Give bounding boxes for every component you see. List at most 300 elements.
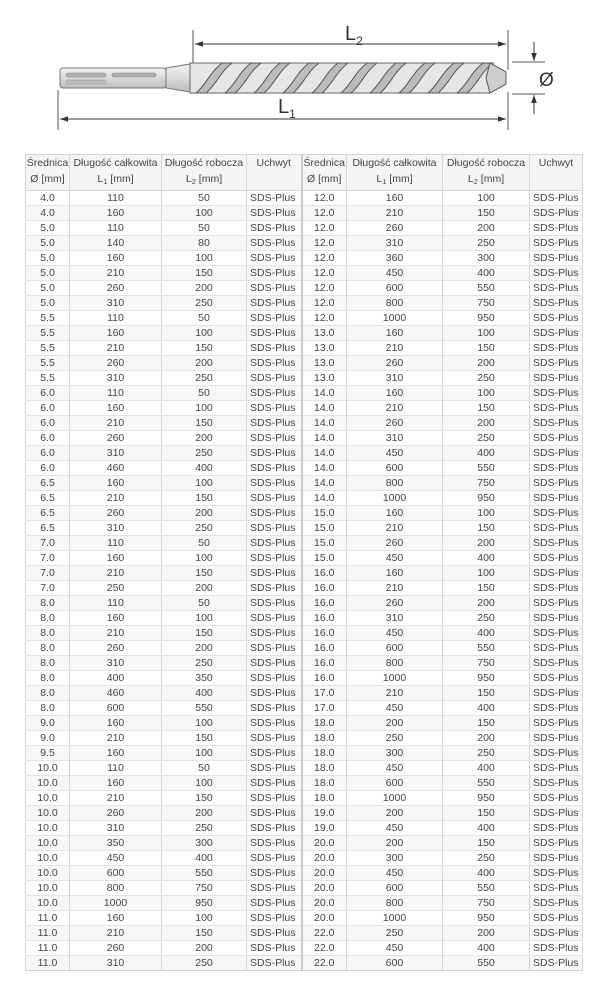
table-cell: 10.0 [26,851,70,866]
table-row [26,551,583,566]
table-cell: 200 [347,716,443,731]
table-cell: SDS-Plus [530,611,583,626]
table-row [26,806,583,821]
table-row [26,356,583,371]
table-cell: 250 [162,446,247,461]
table-cell: 150 [443,206,530,221]
table-cell: 15.0 [302,506,347,521]
table-cell: 12.0 [302,266,347,281]
table-cell: SDS-Plus [530,446,583,461]
table-cell: 210 [70,341,162,356]
column-header-unit [530,172,583,191]
table-cell: 160 [70,401,162,416]
table-cell: SDS-Plus [530,416,583,431]
table-cell: 260 [347,221,443,236]
table-cell: 12.0 [302,236,347,251]
table-row [26,341,583,356]
table-row [26,776,583,791]
table-cell: SDS-Plus [247,746,302,761]
table-cell: 150 [162,341,247,356]
table-cell: 14.0 [302,386,347,401]
table-row [26,851,583,866]
table-cell: SDS-Plus [530,761,583,776]
table-cell: SDS-Plus [247,866,302,881]
table-cell: 20.0 [302,896,347,911]
table-cell: 210 [70,566,162,581]
table-cell: 110 [70,386,162,401]
table-cell: 250 [443,746,530,761]
table-cell: SDS-Plus [530,506,583,521]
table-cell: 50 [162,221,247,236]
table-cell: 50 [162,386,247,401]
table-cell: 110 [70,596,162,611]
table-cell: 210 [70,626,162,641]
table-cell: SDS-Plus [530,791,583,806]
table-cell: 250 [347,926,443,941]
table-cell: 550 [443,461,530,476]
table-cell: SDS-Plus [530,221,583,236]
table-cell: 750 [162,881,247,896]
table-cell: 310 [347,236,443,251]
column-header-unit: Ø [mm] [26,172,70,191]
table-cell: 750 [443,296,530,311]
table-cell: 150 [162,626,247,641]
table-cell: 12.0 [302,281,347,296]
table-cell: 6.5 [26,506,70,521]
column-header: Długość całkowita [70,155,162,173]
table-cell: SDS-Plus [247,431,302,446]
diameter-label: Ø [539,70,554,91]
table-cell: 260 [70,281,162,296]
table-cell: 100 [443,326,530,341]
table-cell: 300 [162,836,247,851]
table-cell: 450 [347,626,443,641]
table-cell: 100 [162,776,247,791]
table-cell: 260 [70,431,162,446]
table-cell: 750 [443,896,530,911]
table-cell: 210 [347,686,443,701]
table-cell: SDS-Plus [530,521,583,536]
table-row [26,431,583,446]
table-cell: 300 [347,851,443,866]
column-header: Długość całkowita [347,155,443,173]
table-cell: 8.0 [26,671,70,686]
table-cell: SDS-Plus [530,461,583,476]
table-row [26,716,583,731]
table-cell: SDS-Plus [247,956,302,971]
table-cell: 210 [347,341,443,356]
table-cell: 400 [443,701,530,716]
table-cell: 14.0 [302,476,347,491]
table-cell: 4.0 [26,191,70,206]
table-cell: SDS-Plus [247,536,302,551]
table-cell: 260 [70,641,162,656]
table-cell: 20.0 [302,911,347,926]
table-cell: 5.0 [26,251,70,266]
table-cell: SDS-Plus [530,926,583,941]
table-row [26,641,583,656]
table-cell: 18.0 [302,776,347,791]
table-cell: 150 [162,926,247,941]
table-cell: SDS-Plus [530,476,583,491]
table-cell: 950 [443,311,530,326]
table-row [26,491,583,506]
table-cell: 600 [347,281,443,296]
table-cell: SDS-Plus [530,326,583,341]
column-header-unit: L1 [mm] [347,172,443,191]
table-cell: 550 [443,776,530,791]
table-cell: SDS-Plus [247,851,302,866]
table-cell: 100 [443,191,530,206]
table-cell: 13.0 [302,371,347,386]
table-cell: 160 [70,476,162,491]
l1-label: $L_1$ [278,96,296,121]
table-cell: SDS-Plus [247,476,302,491]
table-cell: 950 [162,896,247,911]
table-cell: 260 [347,416,443,431]
table-cell: SDS-Plus [247,731,302,746]
table-cell: 20.0 [302,851,347,866]
table-cell: 17.0 [302,701,347,716]
table-cell: 150 [162,416,247,431]
table-cell: 150 [443,836,530,851]
table-cell: SDS-Plus [247,266,302,281]
table-header-row-1 [26,155,583,173]
table-cell: 8.0 [26,686,70,701]
table-cell: 5.0 [26,221,70,236]
table-row [26,656,583,671]
table-row [26,266,583,281]
table-cell: SDS-Plus [247,776,302,791]
table-cell: 12.0 [302,296,347,311]
table-cell: 160 [70,326,162,341]
table-cell: SDS-Plus [247,791,302,806]
table-cell: 460 [70,686,162,701]
table-cell: 160 [347,386,443,401]
column-header: Uchwyt [247,155,302,173]
table-cell: SDS-Plus [247,311,302,326]
table-cell: SDS-Plus [530,551,583,566]
table-cell: SDS-Plus [530,836,583,851]
table-cell: 800 [347,656,443,671]
table-cell: 450 [347,701,443,716]
table-cell: 10.0 [26,791,70,806]
table-row [26,761,583,776]
table-cell: SDS-Plus [247,341,302,356]
table-cell: 100 [162,746,247,761]
table-cell: SDS-Plus [247,371,302,386]
table-cell: 450 [347,866,443,881]
table-cell: 200 [443,356,530,371]
table-cell: SDS-Plus [247,446,302,461]
table-cell: 250 [162,521,247,536]
table-cell: 9.5 [26,746,70,761]
table-cell: 600 [347,641,443,656]
table-cell: SDS-Plus [530,866,583,881]
table-cell: 460 [70,461,162,476]
table-cell: 18.0 [302,761,347,776]
column-header-unit: L2 [mm] [443,172,530,191]
table-cell: SDS-Plus [530,821,583,836]
table-cell: SDS-Plus [247,941,302,956]
table-cell: 550 [443,641,530,656]
table-cell: 11.0 [26,956,70,971]
table-cell: SDS-Plus [530,851,583,866]
table-cell: 100 [162,251,247,266]
table-cell: 10.0 [26,761,70,776]
table-row [26,476,583,491]
table-cell: 16.0 [302,626,347,641]
table-cell: 16.0 [302,596,347,611]
column-header: Średnica [302,155,347,173]
table-cell: SDS-Plus [530,281,583,296]
table-cell: 550 [443,281,530,296]
table-cell: 8.0 [26,626,70,641]
table-row [26,791,583,806]
table-cell: SDS-Plus [530,371,583,386]
table-cell: 600 [347,461,443,476]
table-cell: 6.0 [26,431,70,446]
table-cell: SDS-Plus [530,626,583,641]
table-cell: SDS-Plus [247,551,302,566]
table-cell: SDS-Plus [530,776,583,791]
table-cell: 110 [70,221,162,236]
table-cell: SDS-Plus [247,656,302,671]
table-cell: 110 [70,191,162,206]
table-cell: 12.0 [302,221,347,236]
table-cell: 20.0 [302,866,347,881]
table-cell: SDS-Plus [247,416,302,431]
table-cell: 600 [70,866,162,881]
drill-flute [190,63,506,93]
table-cell: SDS-Plus [247,521,302,536]
table-cell: 800 [70,881,162,896]
table-cell: SDS-Plus [247,641,302,656]
table-cell: 100 [443,506,530,521]
column-header-unit: Ø [mm] [302,172,347,191]
table-cell: SDS-Plus [247,686,302,701]
table-cell: 310 [347,431,443,446]
table-cell: 550 [162,866,247,881]
table-cell: 17.0 [302,686,347,701]
table-cell: 50 [162,596,247,611]
table-cell: 210 [70,791,162,806]
table-cell: 5.5 [26,341,70,356]
table-cell: 250 [162,656,247,671]
table-cell: 160 [70,911,162,926]
table-cell: SDS-Plus [247,506,302,521]
table-cell: SDS-Plus [247,761,302,776]
table-cell: 950 [443,491,530,506]
table-cell: 260 [347,356,443,371]
table-cell: 50 [162,761,247,776]
table-cell: SDS-Plus [530,431,583,446]
table-cell: 1000 [347,911,443,926]
table-cell: 200 [162,581,247,596]
table-cell: 310 [70,521,162,536]
table-cell: 12.0 [302,206,347,221]
table-cell: 100 [162,611,247,626]
table-cell: 19.0 [302,821,347,836]
table-cell: SDS-Plus [247,356,302,371]
table-cell: 16.0 [302,566,347,581]
table-cell: 12.0 [302,191,347,206]
table-cell: 950 [443,911,530,926]
table-cell: SDS-Plus [530,881,583,896]
table-cell: 160 [70,551,162,566]
table-cell: 400 [443,761,530,776]
table-cell: 1000 [70,896,162,911]
table-cell: SDS-Plus [247,461,302,476]
table-cell: 210 [347,521,443,536]
table-row [26,821,583,836]
table-row [26,911,583,926]
table-cell: SDS-Plus [530,746,583,761]
table-cell: 11.0 [26,926,70,941]
table-cell: SDS-Plus [530,251,583,266]
table-cell: 260 [70,806,162,821]
table-cell: 8.0 [26,596,70,611]
table-cell: 6.0 [26,386,70,401]
table-cell: 12.0 [302,311,347,326]
table-cell: 15.0 [302,521,347,536]
table-cell: 19.0 [302,806,347,821]
table-cell: 150 [443,581,530,596]
table-cell: 10.0 [26,836,70,851]
table-cell: 200 [162,356,247,371]
table-cell: 100 [443,566,530,581]
table-cell: 10.0 [26,776,70,791]
table-cell: 200 [347,836,443,851]
table-cell: 450 [347,446,443,461]
table-cell: 310 [70,656,162,671]
table-cell: 15.0 [302,536,347,551]
table-cell: 400 [162,851,247,866]
table-cell: 7.0 [26,566,70,581]
table-cell: 200 [443,596,530,611]
table-cell: 210 [347,581,443,596]
table-row [26,686,583,701]
table-cell: 160 [70,776,162,791]
table-cell: 6.0 [26,401,70,416]
table-cell: 14.0 [302,491,347,506]
table-cell: 250 [443,236,530,251]
table-cell: 14.0 [302,401,347,416]
table-cell: 310 [347,371,443,386]
table-cell: SDS-Plus [530,206,583,221]
table-cell: 160 [70,251,162,266]
table-cell: SDS-Plus [530,536,583,551]
table-cell: 10.0 [26,881,70,896]
table-cell: 800 [347,476,443,491]
table-cell: 22.0 [302,926,347,941]
table-cell: 5.5 [26,326,70,341]
table-row [26,566,583,581]
table-cell: 200 [162,806,247,821]
table-cell: SDS-Plus [247,806,302,821]
table-cell: 9.0 [26,716,70,731]
column-header: Uchwyt [530,155,583,173]
table-cell: 160 [347,191,443,206]
table-cell: SDS-Plus [247,716,302,731]
table-cell: SDS-Plus [247,911,302,926]
table-cell: 210 [70,491,162,506]
table-cell: SDS-Plus [530,581,583,596]
table-cell: 7.0 [26,536,70,551]
table-cell: 16.0 [302,656,347,671]
table-cell: 310 [70,821,162,836]
table-cell: 100 [162,716,247,731]
table-cell: 150 [443,806,530,821]
l2-label: $L_2$ [345,23,363,48]
table-cell: 200 [162,641,247,656]
table-row [26,461,583,476]
table-cell: 6.0 [26,446,70,461]
table-cell: 260 [70,506,162,521]
table-cell: SDS-Plus [530,941,583,956]
table-cell: 250 [162,956,247,971]
table-cell: 150 [162,491,247,506]
table-cell: 800 [347,896,443,911]
drill-shank [60,64,190,92]
table-cell: 310 [347,611,443,626]
table-cell: SDS-Plus [247,191,302,206]
table-cell: 400 [443,626,530,641]
column-header-unit: L1 [mm] [70,172,162,191]
table-row [26,191,583,206]
table-cell: 5.0 [26,236,70,251]
table-cell: 12.0 [302,251,347,266]
table-cell: 160 [70,716,162,731]
table-cell: 80 [162,236,247,251]
table-cell: SDS-Plus [530,596,583,611]
table-cell: 210 [70,926,162,941]
table-cell: 4.0 [26,206,70,221]
table-cell: SDS-Plus [247,296,302,311]
table-cell: SDS-Plus [530,911,583,926]
table-row [26,251,583,266]
table-cell: 600 [347,956,443,971]
table-cell: 200 [443,416,530,431]
table-cell: 310 [70,446,162,461]
table-cell: 1000 [347,671,443,686]
table-cell: SDS-Plus [247,596,302,611]
table-cell: 150 [162,266,247,281]
table-cell: 150 [162,731,247,746]
table-cell: 150 [443,341,530,356]
table-cell: 5.0 [26,281,70,296]
table-cell: SDS-Plus [530,731,583,746]
table-cell: 250 [443,371,530,386]
table-cell: SDS-Plus [247,611,302,626]
table-cell: 400 [70,671,162,686]
table-cell: 15.0 [302,551,347,566]
table-cell: 160 [70,206,162,221]
table-cell: 450 [347,821,443,836]
table-cell: 5.0 [26,266,70,281]
table-cell: 750 [443,476,530,491]
table-cell: 13.0 [302,326,347,341]
table-cell: SDS-Plus [530,956,583,971]
table-cell: 14.0 [302,446,347,461]
table-cell: 550 [162,701,247,716]
table-row [26,506,583,521]
table-cell: SDS-Plus [530,266,583,281]
table-cell: 18.0 [302,716,347,731]
table-cell: 600 [347,881,443,896]
table-cell: SDS-Plus [530,491,583,506]
table-cell: 350 [70,836,162,851]
